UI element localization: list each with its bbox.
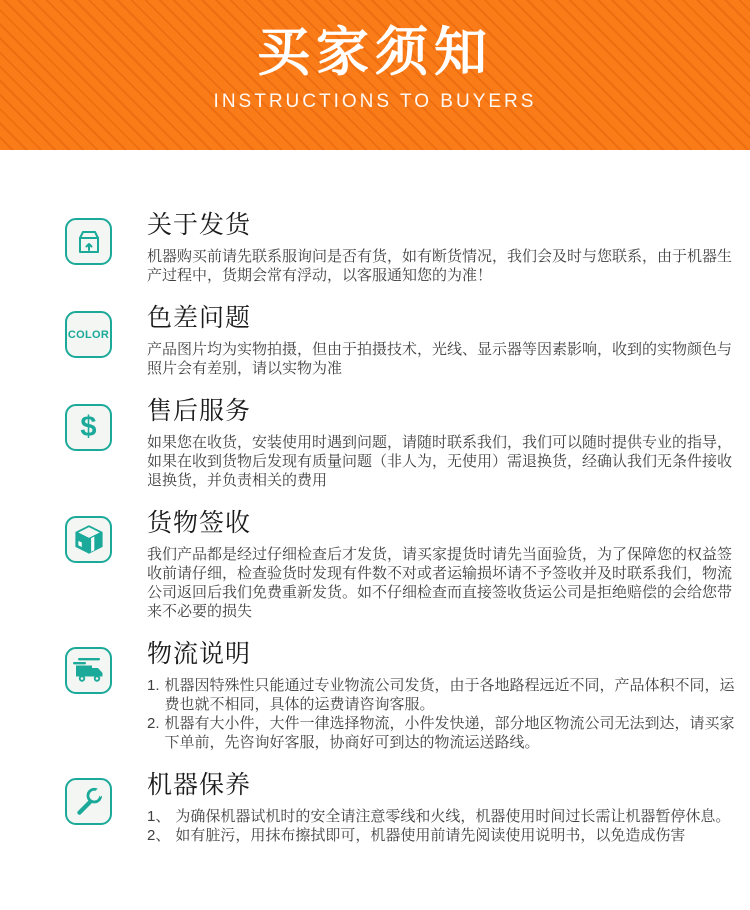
page-subtitle: INSTRUCTIONS TO BUYERS	[213, 91, 537, 113]
page-title: 买家须知	[257, 23, 493, 82]
color-badge-icon-label: COLOR	[67, 328, 110, 341]
section-paragraph: 如果您在收货，安装使用时遇到问题，请随时联系我们，我们可以随时提供专业的指导，如果在收到货物后发现有质量问题（非人为，无使用）需退换货，经确认我们无条件接收退换货，并负责相关的费用	[147, 434, 733, 489]
list-text: 机器有大小件，大件一律选择物流，小件发快递，部分地区物流公司无法到达，请买家下单前，先咨询好客服，协商好可到达的物流运送路线。	[164, 715, 735, 751]
header-banner	[0, 0, 750, 150]
section-title: 机器保养	[147, 771, 252, 799]
list-text: 为确保机器试机时的安全请注意零线和火线，机器使用时间过长需让机器暂停休息。	[175, 808, 731, 825]
section-body	[147, 247, 737, 285]
section-body	[147, 433, 737, 490]
list-marker: 1、	[147, 808, 171, 825]
section-body	[147, 545, 737, 621]
sections-list	[0, 150, 750, 845]
section-text	[147, 508, 737, 621]
list-item	[147, 714, 737, 752]
delivery-truck-icon	[65, 647, 112, 694]
section-text	[147, 639, 737, 752]
section-title: 货物签收	[147, 509, 252, 537]
section-title: 色差问题	[147, 304, 252, 332]
section-body	[147, 676, 737, 752]
notice-section	[65, 396, 750, 490]
section-text	[147, 396, 737, 490]
section-text	[147, 303, 737, 378]
list-text: 机器因特殊性只能通过专业物流公司发货，由于各地路程远近不同，产品体积不同，运费也就不相同，具体的运费请咨询客服。	[164, 677, 735, 713]
section-title: 物流说明	[147, 640, 252, 668]
list-item	[147, 807, 737, 826]
dollar-icon-label: $	[80, 411, 97, 443]
notice-section	[65, 303, 750, 378]
section-text	[147, 210, 737, 285]
shipping-box-icon	[65, 218, 112, 265]
wrench-icon	[65, 778, 112, 825]
list-marker: 2.	[147, 715, 160, 732]
section-body	[147, 340, 737, 378]
notice-section	[65, 770, 750, 845]
list-marker: 2、	[147, 827, 171, 844]
section-title: 售后服务	[147, 397, 252, 425]
notice-section	[65, 210, 750, 285]
section-paragraph: 产品图片均为实物拍摄，但由于拍摄技术，光线、显示器等因素影响，收到的实物颜色与照片会有差别，请以实物为准	[147, 341, 733, 377]
section-paragraph: 我们产品都是经过仔细检查后才发货，请买家提货时请先当面验货，为了保障您的权益签收前请仔细，检查验货时发现有件数不对或者运输损坏请不予签收并及时联系我们，物流公司返回后我们免费重新发货。如不仔细检查而直接签收货运公司是拒绝赔偿的会给您带来不必要的损失	[147, 546, 733, 620]
section-body	[147, 807, 737, 845]
notice-section	[65, 508, 750, 621]
section-title: 关于发货	[147, 211, 252, 239]
notice-section	[65, 639, 750, 752]
list-text: 如有脏污，用抹布擦拭即可，机器使用前请先阅读使用说明书，以免造成伤害	[175, 827, 686, 844]
dollar-icon	[65, 404, 112, 451]
section-text	[147, 770, 737, 845]
list-item	[147, 826, 737, 845]
list-marker: 1.	[147, 677, 160, 694]
section-paragraph: 机器购买前请先联系服询问是否有货，如有断货情况，我们会及时与您联系，由于机器生产过程中，货期会常有浮动，以客服通知您的为准！	[147, 248, 733, 284]
color-badge-icon	[65, 311, 112, 358]
list-item	[147, 676, 737, 714]
package-cube-icon	[65, 516, 112, 563]
